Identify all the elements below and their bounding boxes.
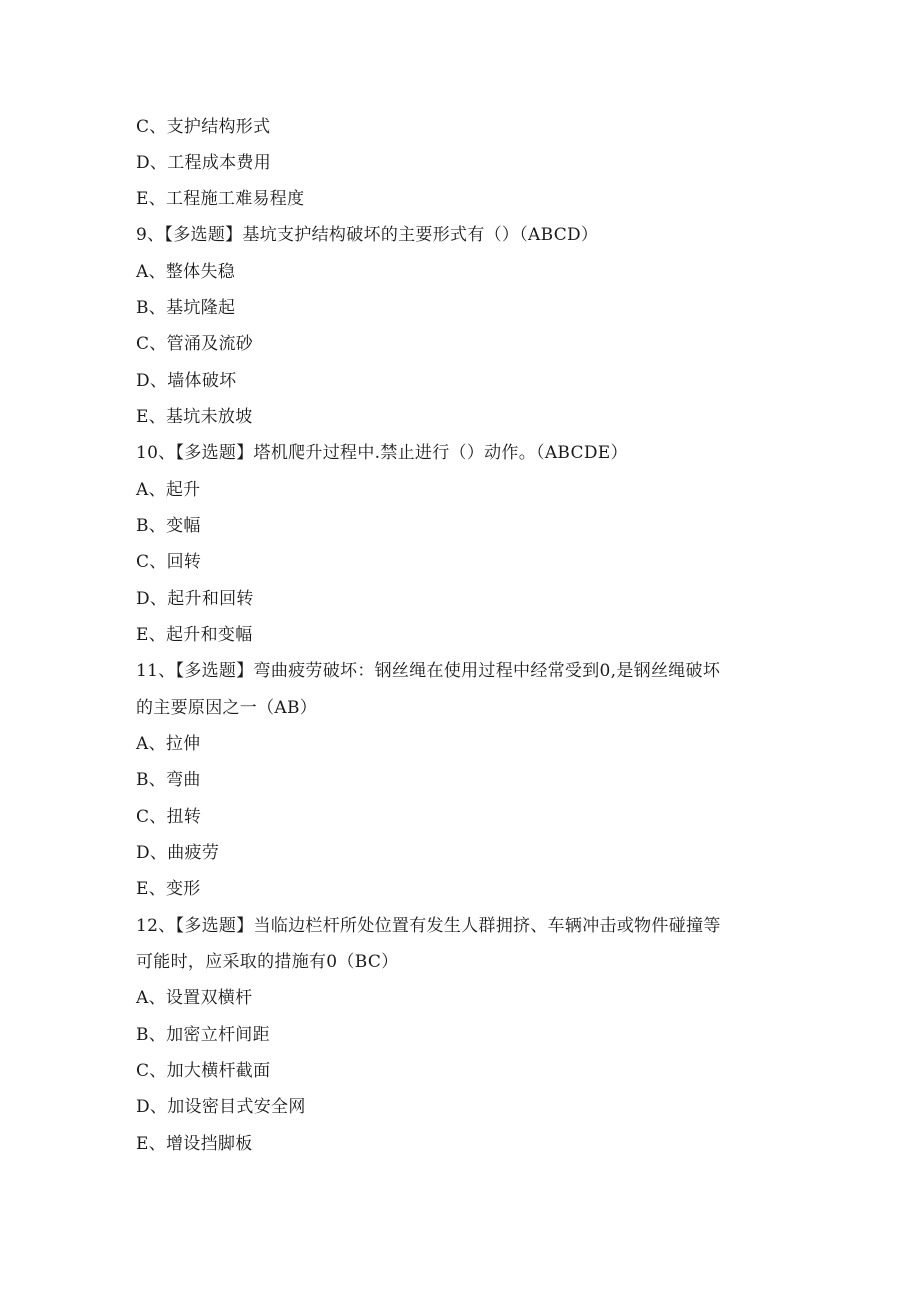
q12-option-b: B、加密立杆间距: [136, 1025, 270, 1045]
option-e-difficulty: E、工程施工难易程度: [136, 189, 305, 209]
q10-option-c: C、回转: [136, 552, 202, 572]
q11-option-e: E、变形: [136, 879, 201, 899]
q11-option-b: B、弯曲: [136, 770, 201, 790]
q11-option-a: A、拉伸: [136, 734, 201, 754]
question-10: 10、【多选题】塔机爬升过程中.禁止进行（）动作。（ABCDE）: [136, 443, 628, 463]
q9-option-d: D、墙体破坏: [136, 371, 237, 391]
q12-option-c: C、加大横杆截面: [136, 1061, 271, 1081]
q12-option-d: D、加设密目式安全网: [136, 1097, 306, 1117]
q10-option-a: A、起升: [136, 480, 201, 500]
q12-option-a: A、设置双横杆: [136, 988, 253, 1008]
question-11-line-1: 11、【多选题】弯曲疲劳破坏：钢丝绳在使用过程中经常受到0,是钢丝绳破坏: [136, 661, 721, 681]
option-d-cost: D、工程成本费用: [136, 153, 272, 173]
q9-option-b: B、基坑隆起: [136, 298, 236, 318]
question-12-line-2: 可能时，应采取的措施有0（BC）: [136, 952, 399, 972]
q10-option-b: B、变幅: [136, 516, 201, 536]
q11-option-c: C、扭转: [136, 807, 202, 827]
question-9: 9、【多选题】基坑支护结构破坏的主要形式有（）（ABCD）: [136, 225, 599, 245]
q9-option-a: A、整体失稳: [136, 262, 236, 282]
q12-option-e: E、增设挡脚板: [136, 1134, 253, 1154]
option-c-support-structure: C、支护结构形式: [136, 117, 271, 137]
q9-option-e: E、基坑未放坡: [136, 407, 253, 427]
q11-option-d: D、曲疲劳: [136, 843, 220, 863]
q10-option-e: E、起升和变幅: [136, 625, 253, 645]
question-11-line-2: 的主要原因之一（AB）: [136, 698, 318, 718]
question-12-line-1: 12、【多选题】当临边栏杆所处位置有发生人群拥挤、车辆冲击或物件碰撞等: [136, 916, 721, 936]
q10-option-d: D、起升和回转: [136, 589, 254, 609]
q9-option-c: C、管涌及流砂: [136, 334, 254, 354]
